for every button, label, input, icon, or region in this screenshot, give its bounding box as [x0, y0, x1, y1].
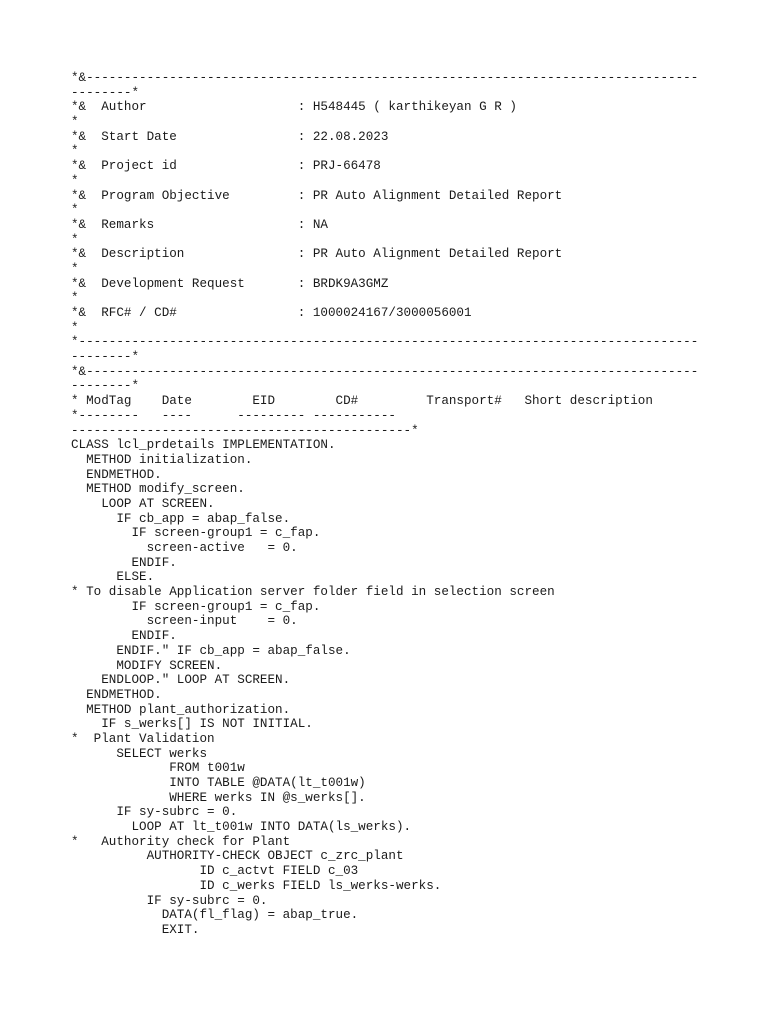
code-line: FROM t001w — [71, 761, 245, 776]
code-line: * Authority check for Plant — [71, 834, 291, 849]
code-line: ENDLOOP." LOOP AT SCREEN. — [71, 673, 291, 688]
code-line: *& Author : H548445 ( karthikeyan G R ) — [71, 100, 517, 115]
code-line: --------* — [71, 85, 140, 100]
code-line: IF sy-subrc = 0. — [71, 805, 238, 820]
code-line: ELSE. — [71, 570, 155, 585]
code-line: screen-input = 0. — [71, 614, 298, 629]
code-line: INTO TABLE @DATA(lt_t001w) — [71, 776, 366, 790]
code-line: *& Remarks : NA — [71, 217, 328, 232]
code-line: CLASS lcl_prdetails IMPLEMENTATION. — [71, 438, 336, 453]
code-line: LOOP AT lt_t001w INTO DATA(ls_werks). — [71, 820, 412, 835]
code-line: * Plant Validation — [71, 731, 215, 746]
code-line: ENDMETHOD. — [71, 467, 162, 482]
code-line: ENDIF." IF cb_app = abap_false. — [71, 643, 351, 658]
code-line: ENDIF. — [71, 555, 177, 570]
code-line: ENDIF. — [71, 629, 177, 644]
code-line: * — [71, 144, 79, 159]
code-line: *& Program Objective : PR Auto Alignment Detailed Report — [71, 188, 563, 203]
code-line: ENDMETHOD. — [71, 687, 162, 702]
code-line: LOOP AT SCREEN. — [71, 496, 215, 511]
code-line: MODIFY SCREEN. — [71, 658, 223, 673]
code-line: * — [71, 232, 79, 247]
code-line: ID c_werks FIELD ls_werks-werks. — [71, 878, 442, 893]
code-line: * To disable Application server folder field in selection screen — [71, 585, 555, 600]
code-line: * — [71, 261, 79, 276]
code-line: * — [71, 320, 79, 335]
code-line: WHERE werks IN @s_werks[]. — [71, 790, 366, 805]
code-line: METHOD plant_authorization. — [71, 702, 291, 717]
code-line: * ModTag Date EID CD# Transport# Short description — [71, 394, 653, 409]
code-line: METHOD modify_screen. — [71, 482, 245, 497]
code-line: ---------------------------------------------* — [71, 423, 419, 438]
code-line: * — [71, 115, 79, 130]
code-line: IF screen-group1 = c_fap. — [71, 599, 321, 614]
code-line: * — [71, 203, 79, 218]
code-line: METHOD initialization. — [71, 452, 253, 467]
code-line: *&--------------------------------------------------------------------------------- — [71, 364, 699, 379]
code-line: * — [71, 173, 79, 188]
code-line: *& Development Request : BRDK9A3GMZ — [71, 276, 389, 291]
code-line: SELECT werks — [71, 746, 208, 761]
code-line: AUTHORITY-CHECK OBJECT c_zrc_plant — [71, 849, 404, 864]
code-line: *& Description : PR Auto Alignment Detailed Report — [71, 247, 563, 262]
code-line: --------* — [71, 379, 140, 394]
abap-source-code — [71, 71, 698, 938]
code-line: *& Start Date : 22.08.2023 — [71, 129, 389, 144]
code-line: IF screen-group1 = c_fap. — [71, 526, 321, 541]
code-line: screen-active = 0. — [71, 541, 298, 555]
code-line: IF s_werks[] IS NOT INITIAL. — [71, 717, 313, 732]
code-line: DATA(fl_flag) = abap_true. — [71, 908, 359, 923]
code-line: ID c_actvt FIELD c_03 — [71, 864, 359, 879]
code-line: --------* — [71, 350, 140, 365]
code-line: *---------------------------------------------------------------------------------- — [71, 335, 699, 350]
code-line: * — [71, 291, 79, 306]
code-line: *& RFC# / CD# : 1000024167/3000056001 — [71, 306, 472, 320]
code-line: *& Project id : PRJ-66478 — [71, 159, 381, 174]
code-line: EXIT. — [71, 922, 200, 937]
code-line: *&--------------------------------------------------------------------------------- — [71, 71, 699, 85]
code-line: *-------- ---- --------- ----------- — [71, 408, 396, 423]
code-line: IF sy-subrc = 0. — [71, 893, 268, 908]
code-line: IF cb_app = abap_false. — [71, 511, 291, 526]
